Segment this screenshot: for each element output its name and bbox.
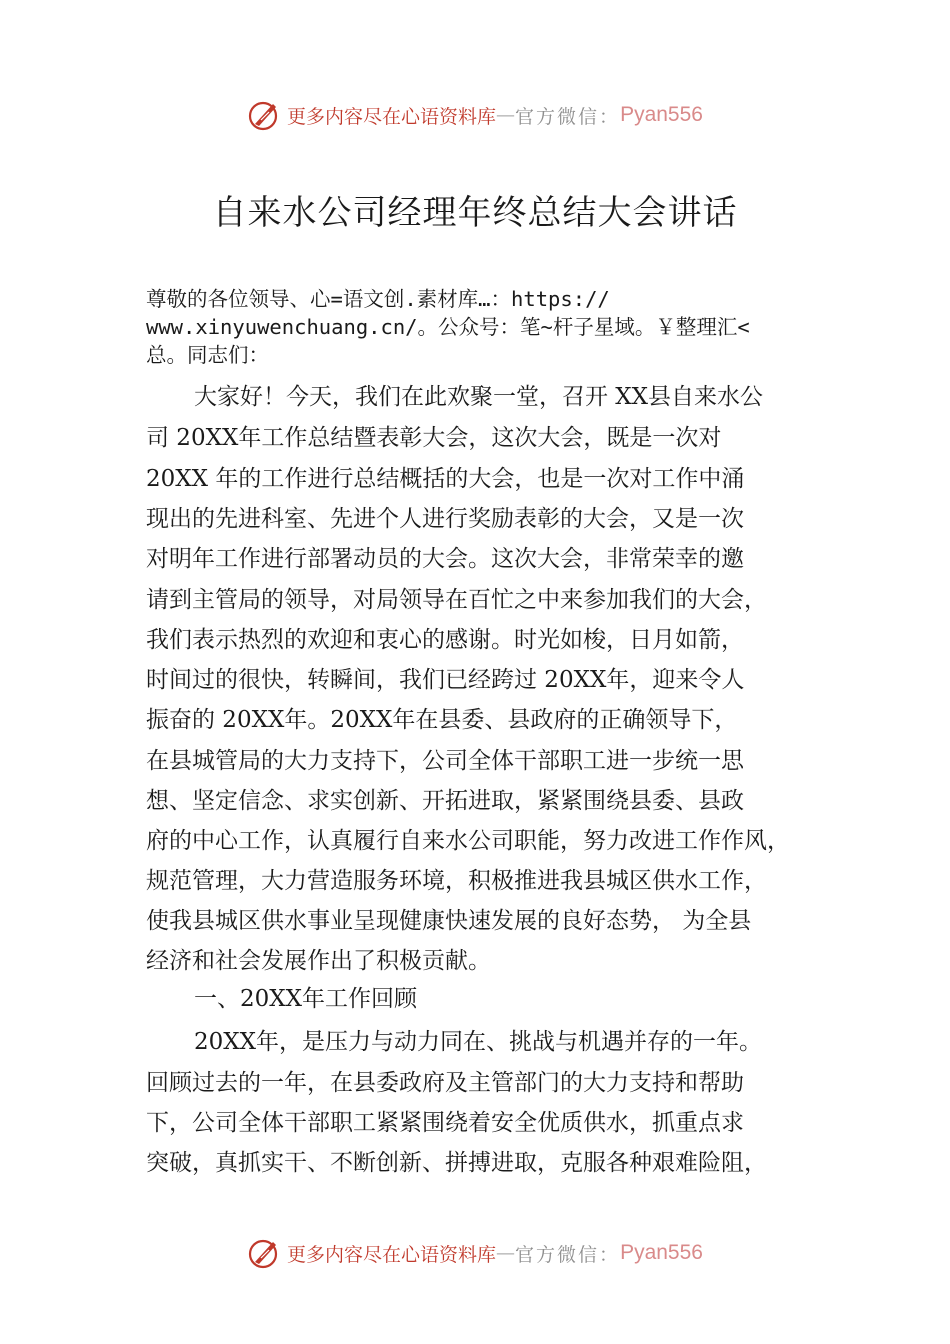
banner-wechat-id: Pyan556 bbox=[620, 1241, 703, 1264]
quill-logo-icon bbox=[247, 1236, 281, 1270]
quill-logo-icon bbox=[247, 98, 281, 132]
body-line: 经济和社会发展作出了积极贡献。 bbox=[146, 948, 491, 974]
body-line: 20XX 年的工作进行总结概括的大会，也是一次对工作中涌 bbox=[146, 466, 745, 492]
body-line: 振奋的 20XX年。20XX年在县委、县政府的正确领导下， bbox=[146, 707, 738, 733]
body-line: 规范管理，大力营造服务环境，积极推进我县城区供水工作， bbox=[146, 868, 767, 894]
body-line: 司 20XX年工作总结暨表彰大会，这次大会，既是一次对 bbox=[146, 425, 722, 451]
document-title: 自来水公司经理年终总结大会讲话 bbox=[212, 193, 738, 233]
banner-separator: — bbox=[496, 104, 516, 126]
body-line: 我们表示热烈的欢迎和衷心的感谢。时光如梭，日月如箭， bbox=[146, 627, 744, 653]
salutation-line: 尊敬的各位领导、心=语文创.素材库…：https:// bbox=[146, 287, 610, 311]
banner-wechat-id: Pyan556 bbox=[620, 103, 703, 126]
salutation-block bbox=[146, 285, 846, 369]
body-line: 下，公司全体干部职工紧紧围绕着安全优质供水，抓重点求 bbox=[146, 1110, 744, 1136]
body-line: 府的中心工作，认真履行自来水公司职能，努力改进工作作风， bbox=[146, 828, 790, 854]
body-line: 大家好！今天，我们在此欢聚一堂，召开 XX县自来水公 bbox=[194, 384, 764, 410]
salutation-line: www.xinyuwenchuang.cn/。公众号：笔~杆子星域。￥整理汇< bbox=[146, 315, 750, 339]
banner-wechat-label: 官方微信： bbox=[515, 1243, 621, 1266]
footer-banner bbox=[0, 1233, 950, 1273]
section-heading: 一、20XX年工作回顾 bbox=[194, 986, 418, 1012]
body-line: 想、坚定信念、求实创新、开拓进取，紧紧围绕县委、县政 bbox=[146, 788, 744, 814]
banner-separator: — bbox=[496, 1242, 516, 1264]
body-line: 突破，真抓实干、不断创新、拼搏进取，克服各种艰难险阻， bbox=[146, 1150, 767, 1176]
salutation-line: 总。同志们： bbox=[146, 343, 269, 367]
banner-promo-text: 更多内容尽在心语资料库 bbox=[287, 105, 497, 128]
body-line: 在县城管局的大力支持下，公司全体干部职工进一步统一思 bbox=[146, 748, 744, 774]
body-line: 现出的先进科室、先进个人进行奖励表彰的大会，又是一次 bbox=[146, 506, 744, 532]
banner-wechat-label: 官方微信： bbox=[515, 105, 621, 128]
body-line: 时间过的很快，转瞬间，我们已经跨过 20XX年，迎来令人 bbox=[146, 667, 745, 693]
banner-promo-text: 更多内容尽在心语资料库 bbox=[287, 1243, 497, 1266]
body-line: 使我县城区供水事业呈现健康快速发展的良好态势， 为全县 bbox=[146, 908, 752, 934]
header-banner bbox=[0, 95, 950, 135]
body-line: 回顾过去的一年，在县委政府及主管部门的大力支持和帮助 bbox=[146, 1070, 744, 1096]
body-line: 对明年工作进行部署动员的大会。这次大会，非常荣幸的邀 bbox=[146, 546, 744, 572]
body-line: 20XX年，是压力与动力同在、挑战与机遇并存的一年。 bbox=[194, 1029, 763, 1055]
body-line: 请到主管局的领导，对局领导在百忙之中来参加我们的大会， bbox=[146, 587, 767, 613]
